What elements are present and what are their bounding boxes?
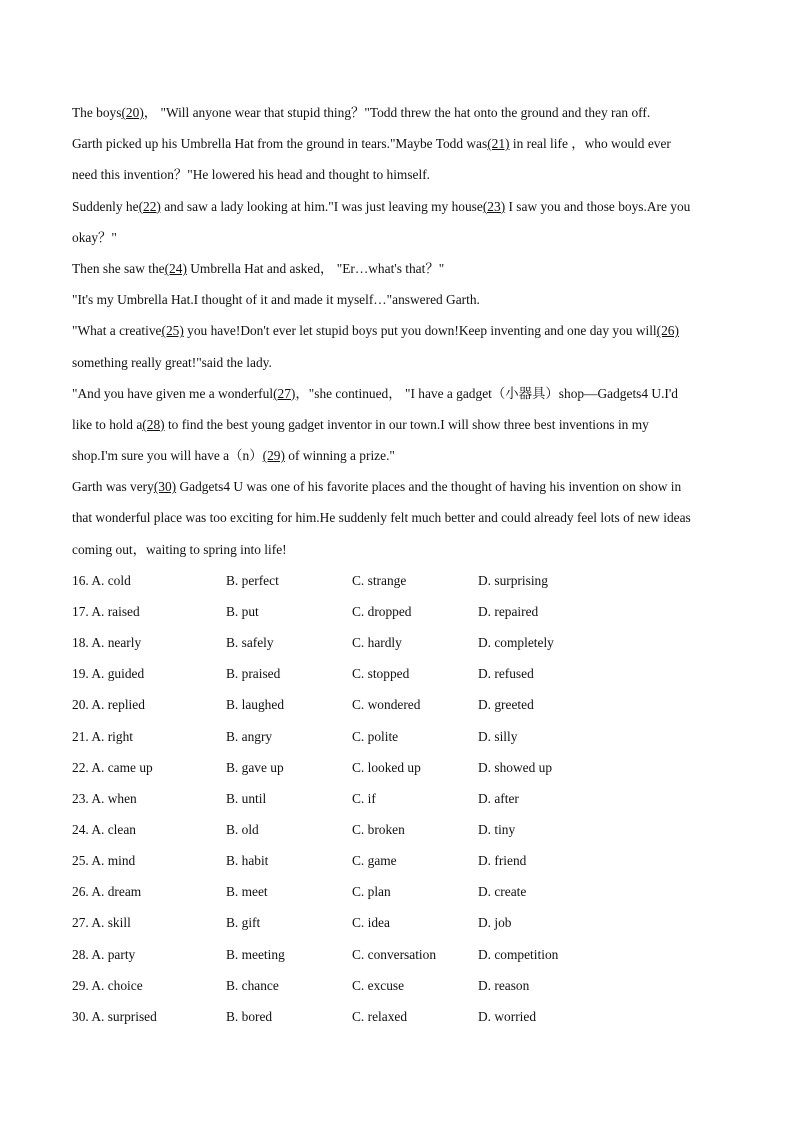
option-a-text: A. replied: [91, 697, 145, 713]
question-row: [72, 939, 728, 970]
question-number: 18.: [72, 635, 89, 651]
passage-text: need this invention？"He lowered his head and thought to himself.: [72, 167, 431, 183]
question-row: [72, 721, 728, 752]
question-number: 24.: [72, 821, 89, 837]
passage-line: [72, 409, 728, 440]
option-b: B. meet: [226, 884, 268, 900]
option-a: [72, 783, 137, 814]
option-d: D. completely: [478, 635, 554, 651]
passage-text: coming out，waiting to spring into life!: [72, 541, 287, 557]
option-d: D. competition: [478, 946, 559, 962]
blank-number: (21): [487, 136, 510, 152]
option-a: [72, 627, 141, 658]
option-d: D. silly: [478, 728, 518, 744]
option-b: B. until: [226, 790, 267, 806]
option-a: [72, 565, 131, 596]
question-number: 26.: [72, 884, 89, 900]
option-c: C. plan: [352, 884, 391, 900]
question-number: 20.: [72, 697, 89, 713]
passage-text: Garth picked up his Umbrella Hat from the ground in tears."Maybe Todd was: [72, 136, 488, 152]
passage-line: [72, 191, 728, 222]
blank-number: (29): [262, 448, 285, 464]
option-a: [72, 1001, 157, 1032]
option-a-text: A. guided: [91, 666, 145, 682]
question-row: [72, 970, 728, 1001]
passage-text: of winning a prize.": [284, 448, 395, 464]
passage-line: [72, 534, 728, 565]
passage-text: Then she saw the: [72, 260, 165, 276]
option-d: D. refused: [478, 666, 534, 682]
option-d: D. job: [478, 915, 512, 931]
passage-text: Garth was very: [72, 479, 154, 495]
option-a-text: A. dream: [91, 884, 142, 900]
blank-number: (30): [153, 479, 177, 495]
question-number: 23.: [72, 790, 89, 806]
option-c: C. if: [352, 790, 376, 806]
passage-text: something really great!"said the lady.: [72, 354, 272, 370]
blank-number: (20): [121, 105, 144, 120]
option-b: B. safely: [226, 635, 274, 651]
option-c: C. hardly: [352, 635, 402, 651]
passage-line: [72, 347, 728, 378]
option-d: D. reason: [478, 977, 530, 993]
option-c: C. broken: [352, 821, 405, 837]
option-c: C. stopped: [352, 666, 410, 682]
option-d: D. showed up: [478, 759, 553, 775]
question-number: 22.: [72, 759, 89, 775]
option-c: C. relaxed: [352, 1008, 408, 1024]
question-row: [72, 814, 728, 845]
option-a-text: A. when: [91, 790, 137, 806]
option-c: C. idea: [352, 915, 390, 931]
option-a-text: A. surprised: [91, 1008, 157, 1024]
answer-options: [72, 565, 728, 1032]
option-a-text: A. skill: [91, 915, 131, 931]
question-number: 19.: [72, 666, 89, 682]
option-b: B. perfect: [226, 572, 279, 588]
question-number: 21.: [72, 728, 89, 744]
question-row: [72, 907, 728, 938]
option-d: D. worried: [478, 1008, 537, 1024]
option-b: B. meeting: [226, 946, 285, 962]
passage-line: [72, 253, 728, 284]
option-d: D. after: [478, 790, 519, 806]
passage-text: Umbrella Hat and asked， "Er…what's that？": [186, 260, 445, 276]
passage-text: The boys: [72, 105, 122, 120]
passage-text: like to hold a: [72, 416, 143, 432]
question-row: [72, 689, 728, 720]
option-a-text: A. mind: [91, 853, 136, 869]
option-d: D. repaired: [478, 603, 539, 619]
option-a: [72, 845, 135, 876]
option-d: D. friend: [478, 853, 527, 869]
passage-text: Gadgets4 U was one of his favorite places and the thought of having his invention on show in: [176, 479, 682, 495]
passage-text: and saw a lady looking at him."I was just leaving my house: [160, 198, 483, 214]
question-number: 28.: [72, 946, 89, 962]
option-a-text: A. party: [91, 946, 136, 962]
question-row: [72, 752, 728, 783]
passage-text: "It's my Umbrella Hat.I thought of it and made it myself…"answered Garth.: [72, 292, 480, 308]
option-c: C. excuse: [352, 977, 405, 993]
blank-number: (24): [164, 260, 187, 276]
passage-line: [72, 502, 728, 533]
option-c: C. wondered: [352, 697, 421, 713]
option-c: C. looked up: [352, 759, 421, 775]
question-row: [72, 596, 728, 627]
option-b: B. put: [226, 603, 259, 619]
passage-line: [72, 378, 728, 409]
option-a: [72, 658, 144, 689]
option-b: B. chance: [226, 977, 279, 993]
option-a: [72, 596, 140, 627]
passage-text: "And you have given me a wonderful: [72, 385, 274, 401]
blank-number: (25): [161, 323, 184, 339]
exam-page: [72, 97, 728, 1032]
option-c: C. polite: [352, 728, 399, 744]
option-b: B. angry: [226, 728, 273, 744]
passage-text: that wonderful place was too exciting for him.He suddenly felt much better and could already feel lots of new ideas: [72, 510, 691, 526]
passage-text: Suddenly he: [72, 198, 139, 214]
cloze-passage: [72, 97, 728, 565]
option-a-text: A. cold: [91, 572, 131, 588]
passage-line: [72, 159, 728, 190]
option-b: B. habit: [226, 853, 269, 869]
option-b: B. praised: [226, 666, 281, 682]
option-a-text: A. raised: [91, 603, 140, 619]
option-d: D. greeted: [478, 697, 534, 713]
option-a-text: A. right: [91, 728, 134, 744]
question-row: [72, 876, 728, 907]
option-a: [72, 907, 131, 938]
option-a: [72, 876, 141, 907]
passage-text: ，"she continued， "I have a gadget（小器具）shop—Gadgets4 U.I'd: [295, 385, 679, 401]
passage-line: [72, 97, 728, 128]
passage-line: [72, 284, 728, 315]
passage-text: I saw you and those boys.Are you: [505, 198, 691, 214]
question-row: [72, 658, 728, 689]
option-a-text: A. clean: [91, 821, 136, 837]
option-a: [72, 970, 143, 1001]
passage-text: shop.I'm sure you will have a（n）: [72, 448, 263, 464]
passage-text: "What a creative: [72, 323, 162, 339]
blank-number: (28): [142, 416, 165, 432]
option-d: D. tiny: [478, 821, 516, 837]
passage-text: in real life ，who would ever: [509, 136, 671, 152]
passage-text: to find the best young gadget inventor in our town.I will show three best inventions in my: [164, 416, 649, 432]
question-row: [72, 565, 728, 596]
option-b: B. bored: [226, 1008, 273, 1024]
question-number: 27.: [72, 915, 89, 931]
option-b: B. gave up: [226, 759, 284, 775]
passage-text: you have!Don't ever let stupid boys put you down!Keep inventing and one day you will: [183, 323, 657, 339]
option-b: B. gift: [226, 915, 261, 931]
option-a: [72, 721, 133, 752]
option-a: [72, 814, 136, 845]
passage-text: ， "Will anyone wear that stupid thing？"Todd threw the hat onto the ground and they ran off.: [143, 105, 651, 120]
option-c: C. dropped: [352, 603, 412, 619]
passage-line: [72, 471, 728, 502]
option-c: C. conversation: [352, 946, 437, 962]
option-a: [72, 752, 153, 783]
question-row: [72, 845, 728, 876]
option-a: [72, 939, 135, 970]
blank-number: (26): [656, 323, 679, 339]
option-d: D. surprising: [478, 572, 548, 588]
question-number: 30.: [72, 1008, 89, 1024]
question-row: [72, 1001, 728, 1032]
passage-text: okay？": [72, 229, 117, 245]
passage-line: [72, 128, 728, 159]
passage-line: [72, 440, 728, 471]
question-number: 25.: [72, 853, 89, 869]
option-a: [72, 689, 145, 720]
blank-number: (22): [138, 198, 161, 214]
option-d: D. create: [478, 884, 527, 900]
question-number: 29.: [72, 977, 89, 993]
option-b: B. old: [226, 821, 259, 837]
option-c: C. game: [352, 853, 397, 869]
option-b: B. laughed: [226, 697, 285, 713]
blank-number: (27): [273, 385, 296, 401]
question-row: [72, 783, 728, 814]
blank-number: (23): [482, 198, 506, 214]
option-a-text: A. nearly: [91, 635, 142, 651]
passage-line: [72, 222, 728, 253]
option-c: C. strange: [352, 572, 407, 588]
option-a-text: A. choice: [91, 977, 143, 993]
option-a-text: A. came up: [91, 759, 153, 775]
passage-line: [72, 315, 728, 346]
question-number: 17.: [72, 603, 89, 619]
question-number: 16.: [72, 572, 89, 588]
question-row: [72, 627, 728, 658]
